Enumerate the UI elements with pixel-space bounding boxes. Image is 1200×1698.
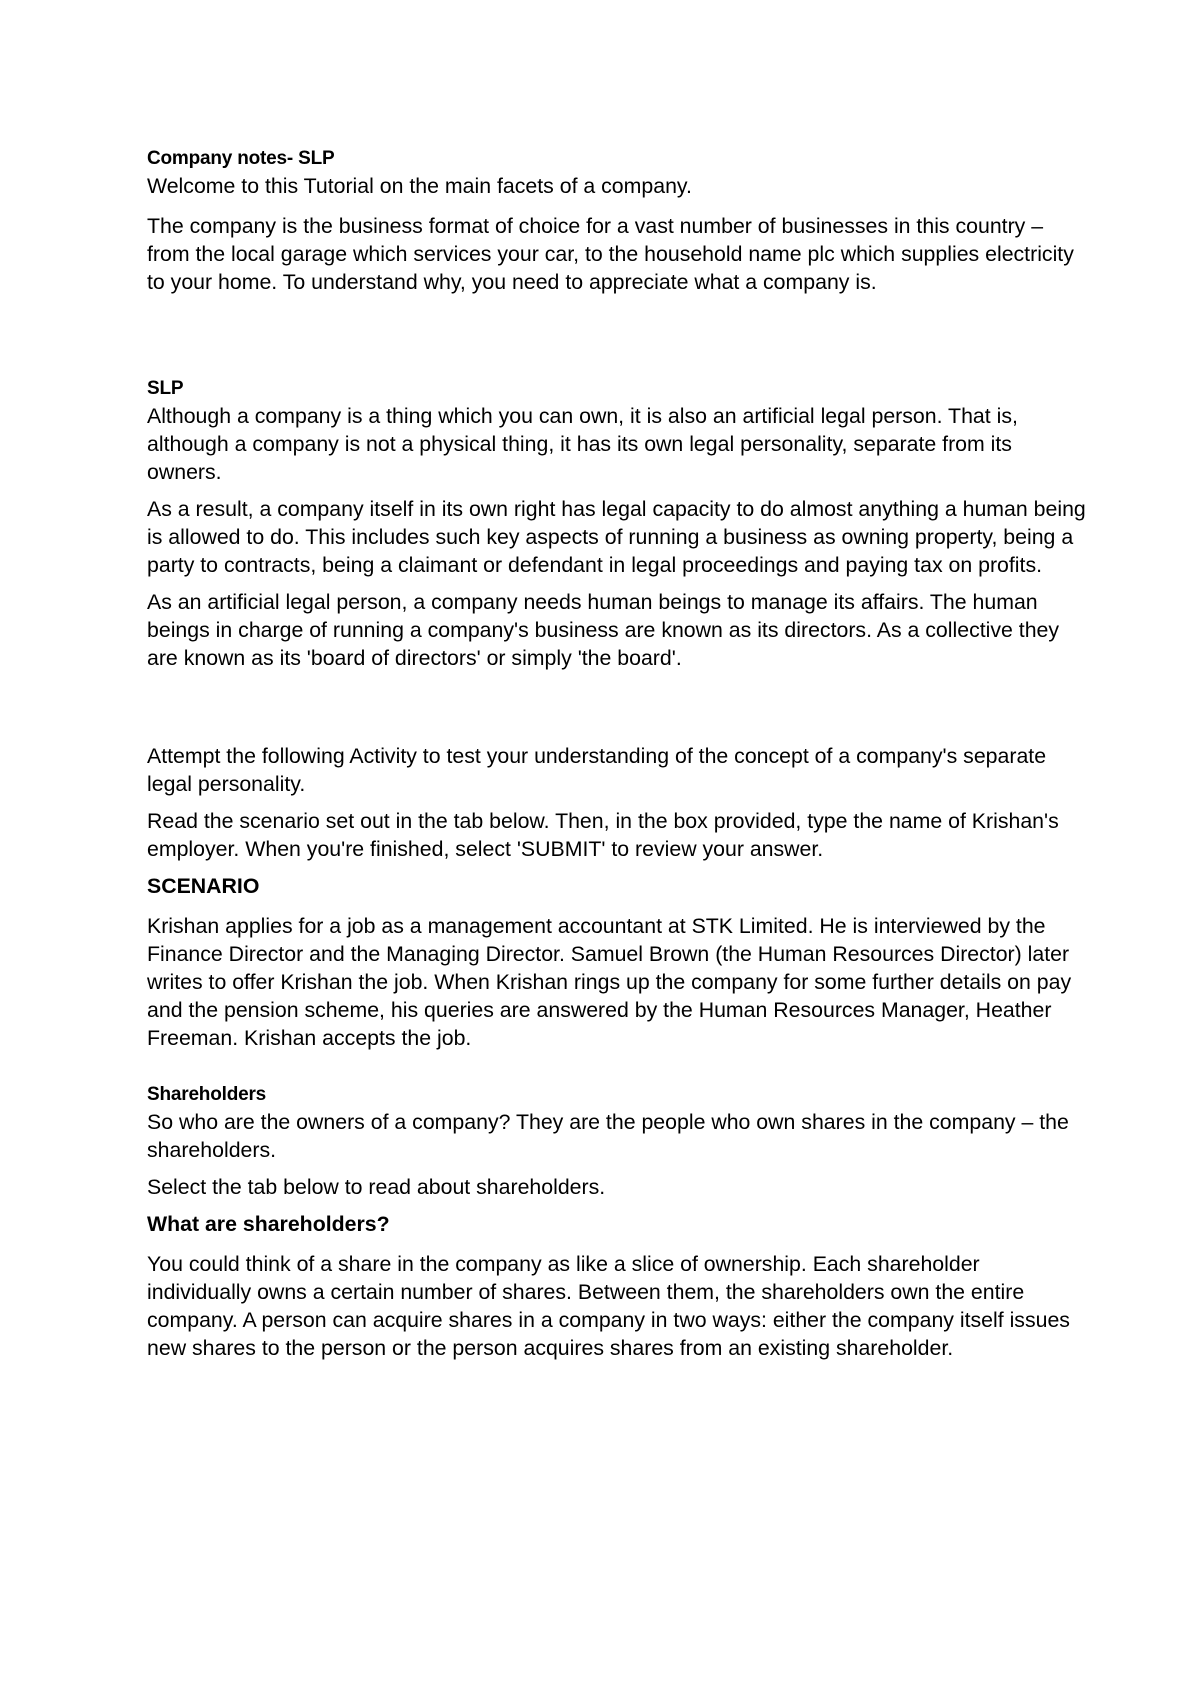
shareholders-paragraph-1: So who are the owners of a company? They are the people who own shares in the company – the shareholders.: [147, 1110, 1069, 1162]
scenario-heading: SCENARIO: [147, 874, 260, 898]
intro-paragraph: The company is the business format of choice for a vast number of businesses in this country – from the local garage which services your car, to the household name plc which supplies electricity to your home. To understand why, you need to appreciate what a company is.: [147, 214, 1074, 294]
document-page: [147, 146, 1087, 1371]
slp-paragraph-3: As an artificial legal person, a company needs human beings to manage its affairs. The human beings in charge of running a company's business are known as its directors. As a collective they are known as its 'board of directors' or simply 'the board'.: [147, 590, 1060, 670]
activity-paragraph-1: Attempt the following Activity to test your understanding of the concept of a company's separate legal personality.: [147, 744, 1047, 796]
scenario-text: Krishan applies for a job as a management accountant at STK Limited. He is interviewed by the Finance Director and the Managing Director. Samuel Brown (the Human Resources Director) later writes to offer Krishan the job. When Krishan rings up the company for some further details on pay and the pension scheme, his queries are answered by the Human Resources Manager, Heather Freeman. Krishan accepts the job.: [147, 914, 1072, 1050]
shareholders-heading: Shareholders: [147, 1084, 267, 1105]
slp-paragraph-2: As a result, a company itself in its own right has legal capacity to do almost anything a human being is allowed to do. This includes such key aspects of running a business as owning property, being a party to contracts, being a claimant or defendant in legal proceedings and paying tax on profits.: [147, 497, 1086, 577]
activity-paragraph-2: Read the scenario set out in the tab below. Then, in the box provided, type the name of Krishan's employer. When you're finished, select 'SUBMIT' to review your answer.: [147, 809, 1059, 861]
shareholders-subheading: What are shareholders?: [147, 1212, 390, 1236]
intro-heading: Company notes- SLP: [147, 148, 335, 169]
slp-heading: SLP: [147, 378, 184, 399]
intro-welcome: Welcome to this Tutorial on the main facets of a company.: [147, 174, 692, 198]
shareholders-paragraph-2: Select the tab below to read about shareholders.: [147, 1175, 606, 1199]
slp-paragraph-1: Although a company is a thing which you can own, it is also an artificial legal person. That is, although a company is not a physical thing, it has its own legal personality, separate from its owners.: [147, 404, 1018, 484]
shareholders-detail: You could think of a share in the company as like a slice of ownership. Each shareholder individually owns a certain number of shares. Between them, the shareholders own the entire company. A person can acquire shares in a company in two ways: either the company itself issues new shares to the person or the person acquires shares from an existing shareholder.: [147, 1252, 1070, 1360]
